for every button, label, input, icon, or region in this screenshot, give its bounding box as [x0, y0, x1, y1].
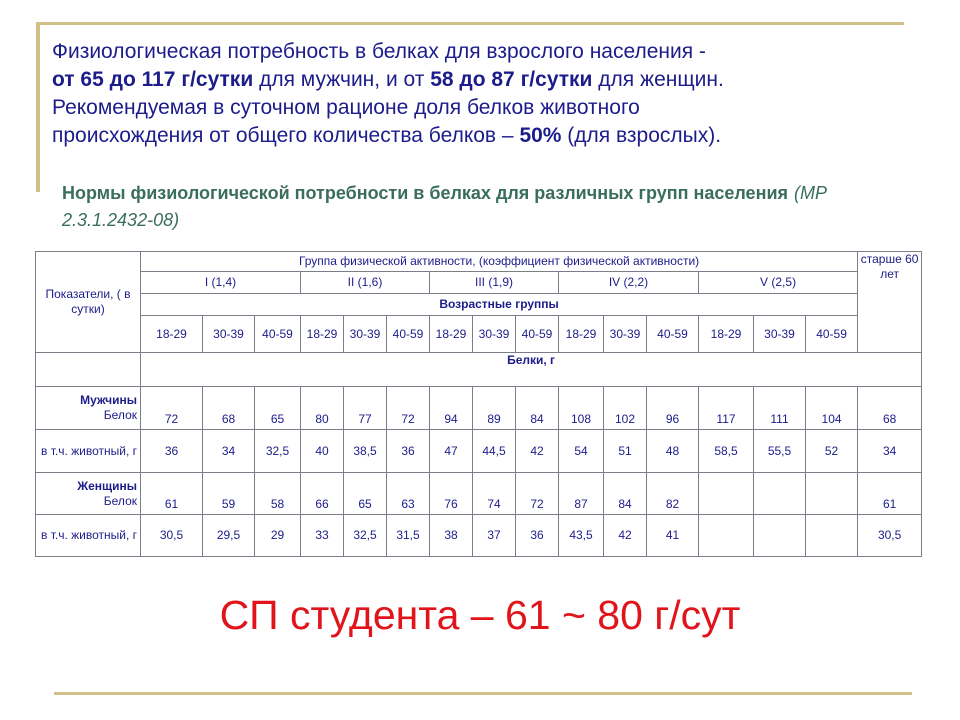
age-header: 18-29 — [699, 316, 754, 353]
row-group-women: Женщины — [77, 478, 137, 493]
row-label-text: Белок — [103, 493, 137, 508]
table-cell: 77 — [344, 387, 387, 430]
table-title-text: Нормы физиологической потребности в белках для различных групп населения — [62, 183, 789, 203]
table-cell: 65 — [255, 387, 301, 430]
age-header: 40-59 — [647, 316, 699, 353]
age-header: 30-39 — [203, 316, 255, 353]
intro-line-1: Физиологическая потребность в белках для взрослого населения - — [52, 40, 706, 63]
intro-paragraph — [52, 38, 932, 150]
bottom-divider — [54, 692, 912, 695]
table-cell: 41 — [647, 515, 699, 557]
table-cell: 40 — [301, 430, 344, 473]
table-cell: 36 — [516, 515, 559, 557]
intro-text: происхождения от общего количества белков – — [52, 124, 520, 147]
age-header: 18-29 — [301, 316, 344, 353]
table-cell: 38 — [430, 515, 473, 557]
table-cell: 51 — [604, 430, 647, 473]
table-cell: 68 — [858, 387, 922, 430]
age-header: 40-59 — [255, 316, 301, 353]
table-cell: 52 — [806, 430, 858, 473]
table-cell: 74 — [473, 473, 516, 515]
table-cell: 72 — [516, 473, 559, 515]
table-cell: 29,5 — [203, 515, 255, 557]
intro-line-3: Рекомендуемая в суточном рационе доля белков животного — [52, 96, 640, 119]
table-cell: 34 — [858, 430, 922, 473]
left-accent-bar — [36, 22, 40, 192]
intro-text: для женщин. — [592, 68, 724, 91]
group-header: III (1,9) — [430, 272, 559, 294]
activity-header: Группа физической активности, (коэффициент физической активности) — [141, 252, 858, 272]
row-label-women-animal: в т.ч. животный, г — [36, 515, 141, 557]
age-header: 18-29 — [559, 316, 604, 353]
table-title — [62, 180, 922, 234]
table-cell: 59 — [203, 473, 255, 515]
row-group-men: Мужчины — [80, 393, 137, 407]
table-cell: 36 — [141, 430, 203, 473]
group-header: V (2,5) — [699, 272, 858, 294]
table-cell: 58,5 — [699, 430, 754, 473]
intro-line-4 — [52, 122, 932, 150]
age-header: 30-39 — [473, 316, 516, 353]
table-cell: 108 — [559, 387, 604, 430]
table-cell: 111 — [754, 387, 806, 430]
table-cell: 37 — [473, 515, 516, 557]
age-header: 40-59 — [387, 316, 430, 353]
table-cell: 66 — [301, 473, 344, 515]
indicator-blank — [36, 353, 141, 387]
table-cell: 29 — [255, 515, 301, 557]
table-cell: 68 — [203, 387, 255, 430]
table-cell: 30,5 — [858, 515, 922, 557]
row-label-men-protein — [36, 387, 141, 430]
table-cell: 80 — [301, 387, 344, 430]
protein-norms-table — [35, 251, 922, 557]
table-cell: 72 — [387, 387, 430, 430]
group-header: II (1,6) — [301, 272, 430, 294]
table-cell: 89 — [473, 387, 516, 430]
table-cell: 32,5 — [344, 515, 387, 557]
age-header: 40-59 — [806, 316, 858, 353]
table-cell: 96 — [647, 387, 699, 430]
table-cell-empty — [754, 515, 806, 557]
table-cell: 87 — [559, 473, 604, 515]
table-cell: 54 — [559, 430, 604, 473]
table-cell: 61 — [858, 473, 922, 515]
table-cell: 32,5 — [255, 430, 301, 473]
table-cell: 55,5 — [754, 430, 806, 473]
table-cell: 42 — [516, 430, 559, 473]
table-cell-empty — [699, 515, 754, 557]
intro-line-2 — [52, 66, 932, 94]
table-cell: 48 — [647, 430, 699, 473]
table-cell: 47 — [430, 430, 473, 473]
table-cell: 65 — [344, 473, 387, 515]
group-header: I (1,4) — [141, 272, 301, 294]
table-cell-empty — [806, 473, 858, 515]
table-cell: 43,5 — [559, 515, 604, 557]
table-cell: 44,5 — [473, 430, 516, 473]
table-cell: 82 — [647, 473, 699, 515]
table-cell-empty — [806, 515, 858, 557]
age-groups-header: Возрастные группы — [141, 294, 858, 316]
table-cell: 76 — [430, 473, 473, 515]
student-requirement: СП студента – 61 ~ 80 г/сут — [219, 592, 741, 638]
intro-text: (для взрослых). — [561, 124, 722, 147]
protein-header: Белки, г — [141, 353, 922, 387]
table-cell: 117 — [699, 387, 754, 430]
age-header: 40-59 — [516, 316, 559, 353]
animal-share: 50% — [519, 124, 562, 147]
women-range: 58 до 87 г/сутки — [430, 68, 593, 91]
table-title-reference: (МР 2.3.1.2432-08) — [62, 183, 828, 230]
age-header: 30-39 — [344, 316, 387, 353]
indicator-header: Показатели, ( в сутки) — [36, 252, 141, 353]
table-cell: 94 — [430, 387, 473, 430]
men-range: от 65 до 117 г/сутки — [52, 68, 254, 91]
table-cell: 30,5 — [141, 515, 203, 557]
table-cell: 61 — [141, 473, 203, 515]
table-cell: 31,5 — [387, 515, 430, 557]
table-cell: 84 — [516, 387, 559, 430]
table-cell: 33 — [301, 515, 344, 557]
older-header: старше 60 лет — [858, 252, 922, 353]
intro-text: для мужчин, и от — [253, 68, 431, 91]
table-cell: 102 — [604, 387, 647, 430]
table-cell-empty — [754, 473, 806, 515]
table-cell: 72 — [141, 387, 203, 430]
table-cell: 36 — [387, 430, 430, 473]
age-header: 30-39 — [604, 316, 647, 353]
table-cell: 63 — [387, 473, 430, 515]
group-header: IV (2,2) — [559, 272, 699, 294]
table-cell: 104 — [806, 387, 858, 430]
table-cell: 38,5 — [344, 430, 387, 473]
age-header: 30-39 — [754, 316, 806, 353]
table-cell: 34 — [203, 430, 255, 473]
row-label-women-protein — [36, 473, 141, 515]
row-label-text: Белок — [103, 408, 137, 422]
table-cell-empty — [699, 473, 754, 515]
table-cell: 84 — [604, 473, 647, 515]
age-header: 18-29 — [430, 316, 473, 353]
table-cell: 58 — [255, 473, 301, 515]
table-cell: 42 — [604, 515, 647, 557]
row-label-men-animal: в т.ч. животный, г — [36, 430, 141, 473]
age-header: 18-29 — [141, 316, 203, 353]
top-divider — [36, 22, 904, 25]
